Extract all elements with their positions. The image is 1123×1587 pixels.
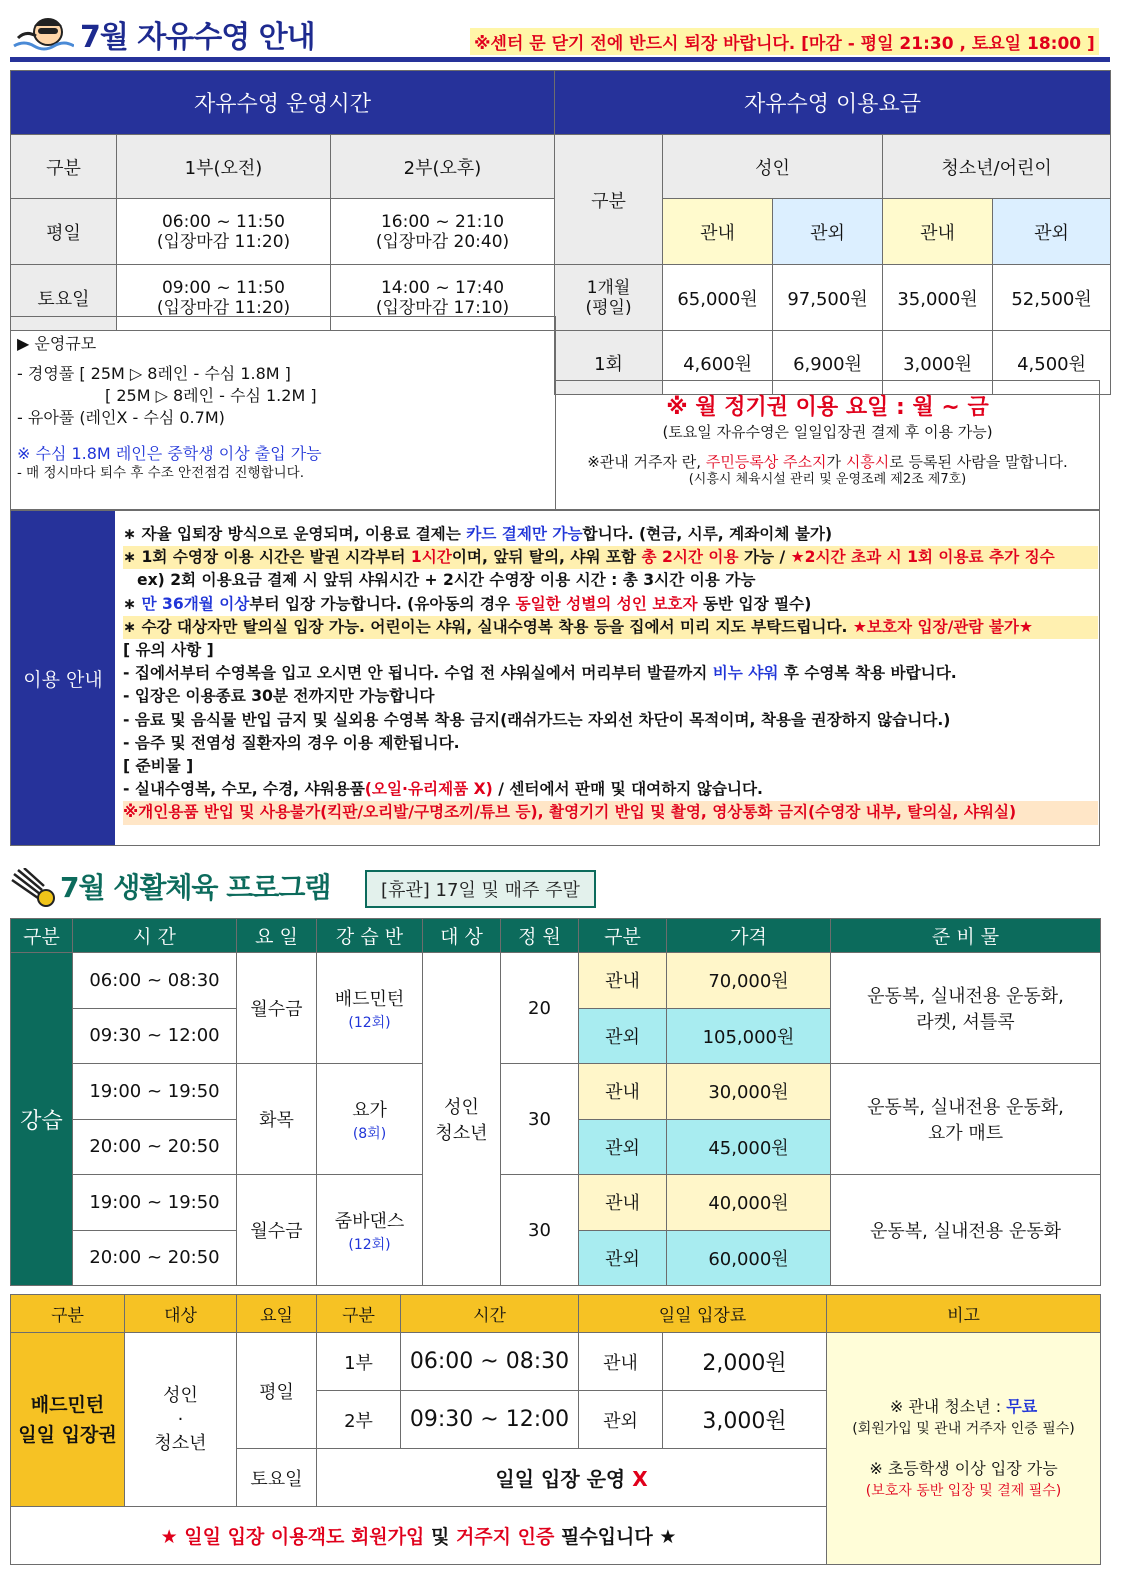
daily-footer: ★ 일일 입장 이용객도 회원가입 및 거주지 인증 필수입니다 ★ bbox=[11, 1507, 827, 1565]
usage-line: - 집에서부터 수영복을 입고 오시면 안 됩니다. 수업 전 샤워실에서 머리부터 발끝까지 비누 샤워 후 수영복 착용 바랍니다. bbox=[123, 664, 957, 683]
col-time: 시 간 bbox=[73, 919, 237, 953]
usage-line: ※개인용품 반입 및 사용불가(킥판/오리발/구명조끼/튜브 등), 촬영기기 반입 및 촬영, 영상통화 금지(수영장 내부, 탈의실, 샤워실) bbox=[123, 801, 1098, 824]
class-days: 월수금 bbox=[237, 953, 317, 1064]
scale-line-3: - 유아풀 (레인X - 수심 0.7M) bbox=[17, 408, 225, 427]
monthly-pass-note bbox=[555, 380, 1100, 510]
table-row: 09:30 ~ 12:00 bbox=[73, 1008, 237, 1064]
single-adult-resident: 4,600원 bbox=[663, 331, 773, 395]
class-name: 요가 (8회) bbox=[317, 1064, 423, 1175]
usage-lines bbox=[123, 523, 1098, 825]
daily-saturday: 토요일 bbox=[237, 1449, 317, 1507]
price-value: 45,000원 bbox=[667, 1119, 831, 1175]
single-youth-nonresident: 4,500원 bbox=[993, 331, 1111, 395]
table-row: 20:00 ~ 20:50 bbox=[73, 1119, 237, 1175]
single-label: 1회 bbox=[555, 331, 663, 395]
price-value: 70,000원 bbox=[667, 953, 831, 1009]
price-kind: 관내 bbox=[579, 1064, 667, 1120]
col-target: 대 상 bbox=[423, 919, 501, 953]
usage-guide bbox=[10, 510, 1100, 846]
adult-nonresident-label: 관외 bbox=[773, 199, 883, 265]
weekday-label: 평일 bbox=[11, 199, 117, 265]
class-capacity: 30 bbox=[501, 1175, 579, 1286]
daily-col-fee: 일일 입장료 bbox=[579, 1295, 827, 1333]
closing-notice: ※센터 문 닫기 전에 반드시 퇴장 바랍니다. [마감 - 평일 21:30 , 토요일 18:00 ] bbox=[470, 28, 1099, 55]
table-row: 19:00 ~ 19:50 bbox=[73, 1175, 237, 1231]
usage-line: ∗ 1회 수영장 이용 시간은 발권 시각부터 1시간이며, 앞뒤 탈의, 샤워 포함 총 2시간 이용 가능 / ★2시간 초과 시 1회 이용료 추가 징수 bbox=[123, 546, 1098, 569]
class-name: 배드민턴 (12회) bbox=[317, 953, 423, 1064]
class-capacity: 20 bbox=[501, 953, 579, 1064]
price-kind: 관외 bbox=[579, 1119, 667, 1175]
class-prep: 운동복, 실내전용 운동화 bbox=[831, 1175, 1101, 1286]
class-capacity: 30 bbox=[501, 1064, 579, 1175]
class-target: 성인 청소년 bbox=[423, 953, 501, 1286]
col-price: 가격 bbox=[667, 919, 831, 953]
daily-fee-2: 3,000원 bbox=[663, 1391, 827, 1449]
daily-kind-2: 관외 bbox=[579, 1391, 663, 1449]
usage-line: - 실내수영복, 수모, 수경, 샤워용품(오일·유리제품 X) / 센터에서 판매 및 대여하지 않습니다. bbox=[123, 780, 763, 799]
usage-label: 이용 안내 bbox=[11, 511, 115, 845]
usage-line: ∗ 만 36개월 이상부터 입장 가능합니다. (유아동의 경우 동일한 성별의 성인 보호자 동반 입장 필수) bbox=[123, 594, 812, 613]
monthly-youth-resident: 35,000원 bbox=[883, 265, 993, 331]
daily-pass-table bbox=[10, 1294, 1101, 1565]
monthly-adult-nonresident: 97,500원 bbox=[773, 265, 883, 331]
daily-pass-label: 배드민턴 일일 입장권 bbox=[11, 1333, 125, 1507]
hours-col-label: 구분 bbox=[11, 135, 117, 199]
usage-line: [ 준비물 ] bbox=[123, 757, 194, 776]
fees-youth: 청소년/어린이 bbox=[883, 135, 1111, 199]
ordinance-note: (시흥시 체육시설 관리 및 운영조례 제2조 제7호) bbox=[688, 472, 967, 487]
shuttlecock-icon bbox=[10, 868, 56, 908]
header-divider bbox=[10, 57, 1110, 62]
single-adult-nonresident: 6,900원 bbox=[773, 331, 883, 395]
swim-header bbox=[10, 8, 1110, 58]
usage-line: ex) 2회 이용요금 결제 시 앞뒤 샤워시간 + 2시간 수영장 이용 시간 : 총 3시간 이용 가능 bbox=[137, 571, 756, 590]
class-prep: 운동복, 실내전용 운동화, 요가 매트 bbox=[831, 1064, 1101, 1175]
scale-note-check: - 매 정시마다 퇴수 후 수조 안전점검 진행합니다. bbox=[17, 465, 304, 481]
hours-title: 자유수영 운영시간 bbox=[11, 71, 555, 135]
price-kind: 관외 bbox=[579, 1008, 667, 1064]
resident-definition: ※관내 거주자 란, 주민등록상 주소지가 시흥시로 등록된 사람을 말합니다. bbox=[587, 453, 1068, 471]
usage-line: ∗ 자율 입퇴장 방식으로 운영되며, 이용료 결제는 카드 결제만 가능합니다. (현금, 시루, 계좌이체 불가) bbox=[123, 525, 833, 543]
weekday-pm: 16:00 ~ 21:10 (입장마감 20:40) bbox=[331, 199, 555, 265]
holiday-badge: [휴관] 17일 및 매주 주말 bbox=[365, 870, 596, 908]
daily-col-part: 구분 bbox=[317, 1295, 401, 1333]
adult-resident-label: 관내 bbox=[663, 199, 773, 265]
table-row: 20:00 ~ 20:50 bbox=[73, 1230, 237, 1286]
program-header bbox=[10, 866, 1110, 912]
daily-saturday-status: 일일 입장 운영 X bbox=[317, 1449, 827, 1507]
daily-col-note: 비고 bbox=[827, 1295, 1101, 1333]
col-class: 강 습 반 bbox=[317, 919, 423, 953]
usage-line: - 음료 및 음식물 반입 금지 및 실외용 수영복 착용 금지(래쉬가드는 자외선 차단이 목적이며, 착용을 권장하지 않습니다.) bbox=[123, 710, 951, 729]
class-days: 화목 bbox=[237, 1064, 317, 1175]
table-row: 19:00 ~ 19:50 bbox=[73, 1064, 237, 1120]
daily-note: ※ 관내 청소년 : 무료 (회원가입 및 관내 거주자 인증 필수) ※ 초등학생 이상 입장 가능 (보호자 동반 입장 및 결제 필수) bbox=[827, 1333, 1101, 1565]
daily-col-time: 시간 bbox=[401, 1295, 579, 1333]
price-kind: 관내 bbox=[579, 953, 667, 1009]
weekday-am: 06:00 ~ 11:50 (입장마감 11:20) bbox=[117, 199, 331, 265]
daily-part-2: 2부 bbox=[317, 1391, 401, 1449]
daily-col-days: 요일 bbox=[237, 1295, 317, 1333]
youth-nonresident-label: 관외 bbox=[993, 199, 1111, 265]
price-value: 30,000원 bbox=[667, 1064, 831, 1120]
daily-col-type: 구분 bbox=[11, 1295, 125, 1333]
usage-line: - 음주 및 전염성 질환자의 경우 이용 제한됩니다. bbox=[123, 733, 460, 752]
daily-part-1: 1부 bbox=[317, 1333, 401, 1391]
monthly-days-note: ※ 월 정기권 이용 요일 : 월 ~ 금 bbox=[666, 395, 989, 420]
daily-target: 성인 · 청소년 bbox=[125, 1333, 237, 1507]
saturday-note: (토요일 자유수영은 일일입장권 결제 후 이용 가능) bbox=[662, 423, 993, 441]
table-row: 06:00 ~ 08:30 bbox=[73, 953, 237, 1009]
lesson-label: 강습 bbox=[11, 953, 73, 1286]
col-kind: 구분 bbox=[579, 919, 667, 953]
saturday-label: 토요일 bbox=[11, 265, 117, 331]
fees-adult: 성인 bbox=[663, 135, 883, 199]
col-days: 요 일 bbox=[237, 919, 317, 953]
class-name: 줌바댄스 (12회) bbox=[317, 1175, 423, 1286]
daily-time-1: 06:00 ~ 08:30 bbox=[401, 1333, 579, 1391]
saturday-pm: 14:00 ~ 17:40 (입장마감 17:10) bbox=[331, 265, 555, 331]
swimmer-icon bbox=[10, 10, 74, 54]
daily-kind-1: 관내 bbox=[579, 1333, 663, 1391]
class-days: 월수금 bbox=[237, 1175, 317, 1286]
program-table bbox=[10, 918, 1101, 1286]
monthly-adult-resident: 65,000원 bbox=[663, 265, 773, 331]
price-value: 40,000원 bbox=[667, 1175, 831, 1231]
price-kind: 관외 bbox=[579, 1230, 667, 1286]
hours-col-pm: 2부(오후) bbox=[331, 135, 555, 199]
fees-col-label: 구분 bbox=[555, 135, 663, 265]
scale-note-depth: ※ 수심 1.8M 레인은 중학생 이상 출입 가능 bbox=[17, 444, 322, 463]
scale-line-1: - 경영풀 [ 25M ▷ 8레인 - 수심 1.8M ] bbox=[17, 364, 291, 383]
saturday-am: 09:00 ~ 11:50 (입장마감 11:20) bbox=[117, 265, 331, 331]
daily-col-target: 대상 bbox=[125, 1295, 237, 1333]
pool-scale-box bbox=[10, 316, 556, 510]
fees-title: 자유수영 이용요금 bbox=[555, 71, 1111, 135]
youth-resident-label: 관내 bbox=[883, 199, 993, 265]
single-youth-resident: 3,000원 bbox=[883, 331, 993, 395]
usage-line: - 입장은 이용종료 30분 전까지만 가능합니다 bbox=[123, 687, 435, 706]
daily-fee-1: 2,000원 bbox=[663, 1333, 827, 1391]
daily-time-2: 09:30 ~ 12:00 bbox=[401, 1391, 579, 1449]
program-title: 7월 생활체육 프로그램 bbox=[60, 871, 331, 904]
swim-title: 7월 자유수영 안내 bbox=[80, 20, 315, 55]
price-value: 60,000원 bbox=[667, 1230, 831, 1286]
price-kind: 관내 bbox=[579, 1175, 667, 1231]
hours-col-am: 1부(오전) bbox=[117, 135, 331, 199]
usage-line: ∗ 수강 대상자만 탈의실 입장 가능. 어린이는 샤워, 실내수영복 착용 등을 집에서 미리 지도 부탁드립니다. ★보호자 입장/관람 불가★ bbox=[123, 616, 1098, 639]
col-type: 구분 bbox=[11, 919, 73, 953]
monthly-youth-nonresident: 52,500원 bbox=[993, 265, 1111, 331]
price-value: 105,000원 bbox=[667, 1008, 831, 1064]
col-prep: 준 비 물 bbox=[831, 919, 1101, 953]
scale-heading: ▶ 운영규모 bbox=[17, 334, 97, 353]
daily-weekday: 평일 bbox=[237, 1333, 317, 1449]
usage-line: [ 유의 사항 ] bbox=[123, 641, 214, 660]
col-capacity: 정 원 bbox=[501, 919, 579, 953]
scale-line-2: [ 25M ▷ 8레인 - 수심 1.2M ] bbox=[105, 386, 317, 405]
class-prep: 운동복, 실내전용 운동화, 라켓, 셔틀콕 bbox=[831, 953, 1101, 1064]
monthly-label: 1개월 (평일) bbox=[555, 265, 663, 331]
